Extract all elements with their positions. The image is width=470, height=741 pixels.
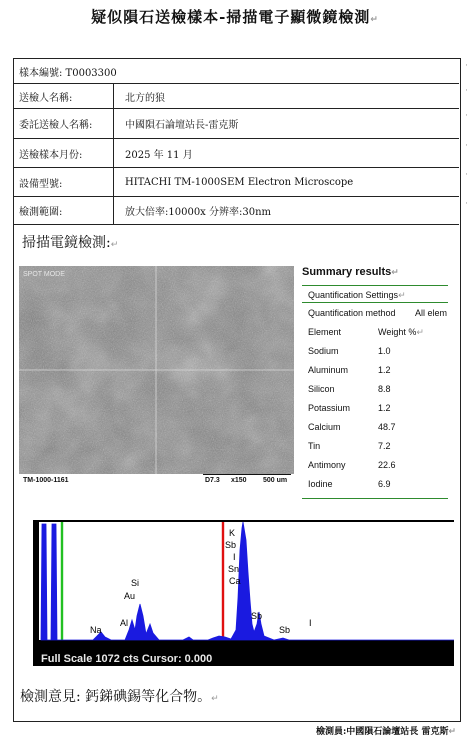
cell-end-mark: ·: [465, 111, 468, 121]
paragraph-mark: ↵: [110, 240, 119, 250]
column-divider: [113, 197, 114, 224]
field-row-sample-id: [13, 59, 468, 84]
cell-end-mark: ·: [465, 61, 468, 71]
inspector-signature: 檢測員:中國隕石論壇站長 雷克斯↵: [315, 727, 456, 737]
summary-title: Summary results↵: [302, 266, 399, 278]
tick-4: 4: [255, 642, 261, 652]
element-weight: 1.0: [378, 346, 391, 356]
field-value: 北方的狼: [125, 92, 165, 104]
field-label: 送檢人名稱:: [19, 92, 73, 104]
col-weight-header: Weight %↵: [378, 327, 424, 338]
element-weight: 8.8: [378, 384, 391, 394]
peak-label-i-2: I: [309, 618, 312, 628]
element-name: Calcium: [308, 422, 341, 432]
cell-end-mark: ·: [465, 86, 468, 96]
field-label: 樣本編號: T0003300: [19, 67, 117, 79]
cell-end-mark: ·: [465, 170, 468, 180]
element-weight: 48.7: [378, 422, 396, 432]
field-value: 中國隕石論壇站長-雷克斯: [125, 120, 239, 131]
field-label: 檢測範圍:: [19, 207, 63, 218]
paragraph-mark: ↵: [211, 694, 219, 704]
sem-micrograph: [19, 266, 294, 474]
field-row-month: [13, 139, 468, 168]
element-weight: 6.9: [378, 479, 391, 489]
peak-label-i: I: [233, 552, 236, 562]
sem-image: [19, 266, 294, 474]
instrument-id: TM-1000-1161: [23, 477, 69, 484]
summary-divider: [302, 302, 448, 303]
eds-footer: Full Scale 1072 cts Cursor: 0.000: [41, 653, 213, 665]
field-value: 放大倍率:10000x 分辨率:30nm: [125, 207, 272, 218]
field-value: 2025 年 11 月: [125, 149, 193, 161]
element-weight: 1.2: [378, 403, 391, 413]
peak-label-na: Na: [90, 625, 102, 635]
field-value: HITACHI TM-1000SEM Electron Microscope: [125, 176, 354, 188]
sem-heading: 掃描電鏡檢測:↵: [22, 235, 119, 251]
col-element-header: Element: [308, 327, 342, 337]
element-name: Iodine: [308, 479, 333, 489]
paragraph-mark: ↵: [448, 727, 456, 737]
field-label: 委託送檢人名稱:: [19, 120, 93, 131]
sem-magnification: x150: [231, 477, 247, 484]
field-row-equipment: [13, 168, 468, 197]
cell-end-mark: ·: [465, 141, 468, 151]
paragraph-mark: ↵: [370, 15, 379, 25]
summary-divider: [302, 285, 448, 286]
element-weight: 1.2: [378, 365, 391, 375]
cell-end-mark: ·: [465, 199, 468, 209]
sem-caption: [19, 474, 294, 488]
quant-method-label: Quantification method: [308, 308, 396, 318]
element-name: Potassium: [308, 403, 351, 413]
column-divider: [113, 168, 114, 196]
peak-label-k: K: [229, 528, 236, 538]
sem-stat: D7.3: [205, 477, 220, 484]
inspection-opinion: 檢測意見: 鈣銻碘錫等化合物。↵: [20, 689, 219, 705]
element-name: Antimony: [308, 460, 346, 470]
quant-settings: Quantification Settings↵: [308, 290, 406, 301]
peak-label-al: Al: [120, 618, 129, 628]
tick-6: 6: [360, 642, 366, 652]
field-row-submitter: [13, 84, 468, 109]
tick-2: 2: [149, 642, 155, 652]
element-weight: 7.2: [378, 441, 391, 451]
spot-mode-label: SPOT MODE: [23, 271, 65, 278]
element-weight: 22.6: [378, 460, 396, 470]
peak-label-sn: Sn: [228, 564, 240, 574]
eds-spectrum: [33, 520, 454, 666]
field-row-client: [13, 109, 468, 139]
quant-method-value: All elem: [415, 308, 448, 318]
peak-label-au: Au: [124, 591, 136, 601]
field-row-range: [13, 197, 468, 225]
element-name: Silicon: [308, 384, 335, 394]
column-divider: [113, 109, 114, 138]
summary-divider: [302, 498, 448, 499]
field-label: 送檢樣本月份:: [19, 149, 83, 161]
scale-bar-label: 500 um: [263, 477, 288, 484]
document-title: 疑似隕石送檢樣本-掃描電子顯微鏡檢測↵: [91, 8, 379, 26]
peak-label-sb: Sb: [225, 540, 237, 550]
column-divider: [113, 84, 114, 108]
column-divider: [113, 139, 114, 167]
element-name: Sodium: [308, 346, 339, 356]
peak-label-si: Si: [131, 578, 140, 588]
field-label: 設備型號:: [19, 178, 63, 190]
element-name: Aluminum: [308, 365, 349, 375]
peak-label-ca: Ca: [229, 576, 241, 586]
element-name: Tin: [308, 441, 321, 451]
tick-0: 0: [45, 642, 51, 652]
peak-label-sb-3: Sb: [279, 625, 291, 635]
peak-label-sb-2: Sb: [251, 611, 263, 621]
